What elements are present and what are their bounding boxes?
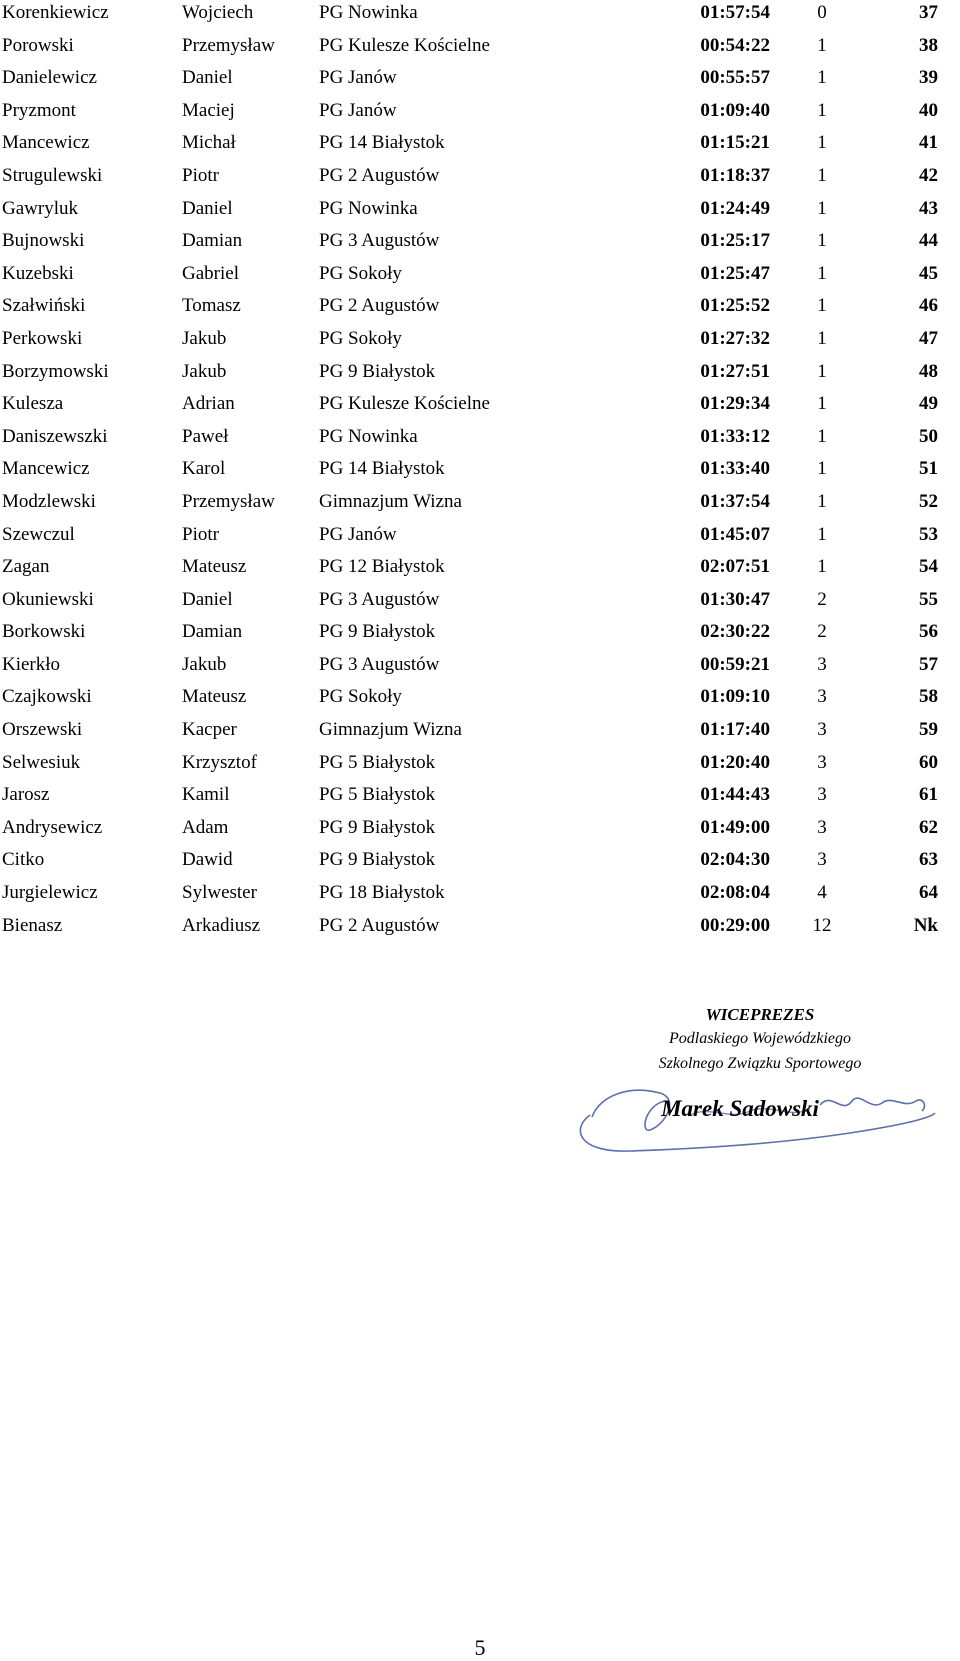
table-row: [2, 33, 942, 66]
cell-school: PG 9 Białystok: [319, 621, 436, 643]
cell-surname: Szałwiński: [2, 295, 86, 317]
cell-penalty: 3: [817, 653, 827, 675]
cell-penalty: 1: [817, 360, 827, 382]
cell-penalty: 3: [817, 686, 827, 708]
cell-school: PG 14 Białystok: [319, 132, 445, 154]
cell-first-name: Arkadiusz: [182, 914, 261, 936]
cell-time: 01:17:40: [700, 719, 770, 741]
table-row: [2, 163, 942, 196]
table-row: [2, 130, 942, 163]
cell-first-name: Krzysztof: [182, 751, 257, 773]
cell-penalty: 2: [817, 621, 827, 643]
cell-time: 01:24:49: [700, 197, 770, 219]
table-row: [2, 98, 942, 131]
cell-first-name: Przemysław: [182, 34, 275, 56]
cell-penalty: 1: [817, 34, 827, 56]
cell-penalty: 3: [817, 719, 827, 741]
table-row: [2, 619, 942, 652]
table-row: [2, 228, 942, 261]
cell-place: 45: [919, 262, 938, 284]
cell-time: 01:15:21: [700, 132, 770, 154]
signature-title: WICEPREZES: [705, 1005, 815, 1024]
cell-time: 01:27:51: [700, 360, 770, 382]
cell-school: PG Janów: [319, 67, 397, 89]
cell-time: 01:49:00: [700, 816, 770, 838]
cell-place: 52: [919, 490, 938, 512]
cell-first-name: Jakub: [182, 360, 227, 382]
cell-school: PG Sokoły: [319, 262, 402, 284]
cell-place: 38: [919, 34, 938, 56]
cell-place: 64: [919, 882, 938, 904]
table-row: [2, 913, 942, 946]
cell-surname: Jarosz: [2, 784, 50, 806]
cell-penalty: 1: [817, 67, 827, 89]
cell-place: 43: [919, 197, 938, 219]
table-row: [2, 196, 942, 229]
cell-first-name: Daniel: [182, 588, 233, 610]
cell-surname: Selwesiuk: [2, 751, 81, 773]
cell-penalty: 1: [817, 99, 827, 121]
cell-penalty: 12: [812, 914, 832, 936]
cell-school: PG 14 Białystok: [319, 458, 445, 480]
cell-time: 00:54:22: [700, 34, 770, 56]
cell-penalty: 1: [817, 132, 827, 154]
cell-school: PG 2 Augustów: [319, 295, 440, 317]
table-row: [2, 684, 942, 717]
cell-first-name: Damian: [182, 621, 243, 643]
cell-penalty: 1: [817, 425, 827, 447]
cell-time: 01:33:12: [700, 425, 770, 447]
cell-penalty: 1: [817, 393, 827, 415]
cell-first-name: Jakub: [182, 327, 227, 349]
cell-surname: Pryzmont: [2, 99, 76, 121]
table-row: [2, 65, 942, 98]
cell-surname: Kierkło: [2, 653, 61, 675]
cell-time: 01:18:37: [700, 164, 770, 186]
cell-school: PG 3 Augustów: [319, 653, 440, 675]
cell-penalty: 3: [817, 849, 827, 871]
cell-surname: Mancewicz: [2, 458, 90, 480]
signature-organization-line-2: Szkolnego Związku Sportowego: [658, 1055, 862, 1072]
cell-penalty: 3: [817, 751, 827, 773]
table-row: [2, 261, 942, 294]
cell-time: 01:57:54: [700, 2, 770, 23]
cell-school: PG Nowinka: [319, 425, 418, 447]
cell-place: 63: [919, 849, 938, 871]
cell-penalty: 1: [817, 262, 827, 284]
cell-place: 58: [919, 686, 938, 708]
cell-surname: Strugulewski: [2, 164, 103, 186]
cell-surname: Kulesza: [2, 393, 64, 415]
table-row: [2, 489, 942, 522]
cell-time: 02:08:04: [700, 882, 770, 904]
cell-first-name: Kacper: [182, 719, 237, 741]
cell-surname: Czajkowski: [2, 686, 92, 708]
page-number: 5: [474, 1635, 486, 1660]
cell-first-name: Gabriel: [182, 262, 239, 284]
cell-school: PG 9 Białystok: [319, 849, 436, 871]
cell-place: 61: [919, 784, 938, 806]
cell-surname: Citko: [2, 849, 45, 871]
cell-place: 56: [919, 621, 938, 643]
cell-first-name: Piotr: [182, 523, 219, 545]
cell-first-name: Mateusz: [182, 686, 247, 708]
cell-penalty: 3: [817, 784, 827, 806]
cell-penalty: 2: [817, 588, 827, 610]
cell-time: 00:55:57: [700, 67, 770, 89]
cell-place: 46: [919, 295, 938, 317]
cell-first-name: Damian: [182, 230, 243, 252]
cell-penalty: 1: [817, 295, 827, 317]
cell-place: 54: [919, 556, 938, 578]
table-row: [2, 815, 942, 848]
cell-school: PG 2 Augustów: [319, 914, 440, 936]
cell-time: 01:33:40: [700, 458, 770, 480]
cell-penalty: 4: [817, 882, 827, 904]
cell-first-name: Karol: [182, 458, 226, 480]
cell-first-name: Wojciech: [182, 2, 254, 23]
cell-time: 01:25:47: [700, 262, 770, 284]
cell-time: 02:04:30: [700, 849, 770, 871]
cell-time: 01:30:47: [700, 588, 770, 610]
cell-school: Gimnazjum Wizna: [319, 719, 462, 741]
cell-surname: Danielewicz: [2, 67, 97, 89]
table-row: [2, 750, 942, 783]
cell-penalty: 1: [817, 523, 827, 545]
table-row: [2, 717, 942, 750]
cell-penalty: 1: [817, 230, 827, 252]
cell-surname: Korenkiewicz: [2, 2, 109, 23]
cell-first-name: Adam: [182, 816, 229, 838]
cell-time: 02:07:51: [700, 556, 770, 578]
cell-place: 40: [919, 99, 938, 121]
cell-time: 01:27:32: [700, 327, 770, 349]
table-row: [2, 880, 942, 913]
table-row: [2, 652, 942, 685]
cell-surname: Andrysewicz: [2, 816, 103, 838]
cell-first-name: Tomasz: [182, 295, 241, 317]
cell-surname: Jurgielewicz: [2, 882, 98, 904]
table-row: [2, 522, 942, 555]
cell-school: PG Nowinka: [319, 197, 418, 219]
cell-place: 57: [919, 653, 938, 675]
signature-organization-line-1: Podlaskiego Wojewódzkiego: [668, 1030, 852, 1047]
table-row: [2, 847, 942, 880]
cell-surname: Porowski: [2, 34, 74, 56]
cell-place: 55: [919, 588, 938, 610]
cell-penalty: 1: [817, 327, 827, 349]
cell-place: 47: [919, 327, 938, 349]
signature-block: [590, 1005, 960, 1175]
cell-penalty: 1: [817, 164, 827, 186]
cell-school: PG Sokoły: [319, 686, 402, 708]
cell-time: 02:30:22: [700, 621, 770, 643]
table-row: [2, 359, 942, 392]
cell-time: 01:37:54: [700, 490, 770, 512]
cell-school: PG Kulesze Kościelne: [319, 393, 490, 415]
cell-place: Nk: [913, 914, 938, 936]
cell-school: PG Nowinka: [319, 2, 418, 23]
cell-school: PG Janów: [319, 99, 397, 121]
cell-first-name: Adrian: [182, 393, 235, 415]
cell-place: 50: [919, 425, 938, 447]
cell-first-name: Kamil: [182, 784, 230, 806]
cell-school: PG 9 Białystok: [319, 360, 436, 382]
cell-surname: Mancewicz: [2, 132, 90, 154]
cell-first-name: Daniel: [182, 197, 233, 219]
cell-school: Gimnazjum Wizna: [319, 490, 462, 512]
cell-surname: Bujnowski: [2, 230, 85, 252]
cell-first-name: Dawid: [182, 849, 233, 871]
cell-surname: Szewczul: [2, 523, 75, 545]
cell-place: 59: [919, 719, 938, 741]
table-row: [2, 293, 942, 326]
table-row: [2, 782, 942, 815]
cell-time: 00:29:00: [700, 914, 770, 936]
cell-school: PG 18 Białystok: [319, 882, 445, 904]
cell-school: PG 5 Białystok: [319, 784, 436, 806]
cell-time: 01:20:40: [700, 751, 770, 773]
cell-school: PG 3 Augustów: [319, 588, 440, 610]
cell-surname: Perkowski: [2, 327, 83, 349]
cell-place: 62: [919, 816, 938, 838]
cell-place: 49: [919, 393, 938, 415]
cell-place: 60: [919, 751, 938, 773]
cell-surname: Bienasz: [2, 914, 63, 936]
cell-surname: Orszewski: [2, 719, 83, 741]
table-row: [2, 554, 942, 587]
table-row: [2, 391, 942, 424]
cell-place: 44: [919, 230, 938, 252]
cell-penalty: 1: [817, 556, 827, 578]
cell-time: 01:45:07: [700, 523, 770, 545]
signature-name: Marek Sadowski: [661, 1096, 819, 1121]
cell-first-name: Maciej: [182, 99, 235, 121]
cell-surname: Daniszewszki: [2, 425, 108, 447]
cell-surname: Gawryluk: [2, 197, 78, 219]
cell-time: 00:59:21: [700, 653, 770, 675]
cell-penalty: 1: [817, 197, 827, 219]
table-row: [2, 326, 942, 359]
table-row: [2, 0, 942, 33]
cell-school: PG Kulesze Kościelne: [319, 34, 490, 56]
cell-time: 01:09:40: [700, 99, 770, 121]
cell-place: 39: [919, 67, 938, 89]
cell-place: 53: [919, 523, 938, 545]
cell-time: 01:25:52: [700, 295, 770, 317]
cell-school: PG Sokoły: [319, 327, 402, 349]
cell-penalty: 1: [817, 490, 827, 512]
cell-place: 42: [919, 164, 938, 186]
results-table: [2, 0, 942, 945]
cell-surname: Borzymowski: [2, 360, 109, 382]
cell-school: PG 3 Augustów: [319, 230, 440, 252]
table-row: [2, 587, 942, 620]
cell-school: PG 12 Białystok: [319, 556, 445, 578]
cell-surname: Okuniewski: [2, 588, 94, 610]
cell-surname: Borkowski: [2, 621, 86, 643]
cell-first-name: Przemysław: [182, 490, 275, 512]
cell-time: 01:44:43: [700, 784, 770, 806]
table-row: [2, 424, 942, 457]
cell-place: 41: [919, 132, 938, 154]
cell-first-name: Daniel: [182, 67, 233, 89]
cell-time: 01:29:34: [700, 393, 770, 415]
cell-first-name: Paweł: [182, 425, 229, 447]
cell-penalty: 0: [817, 2, 827, 23]
cell-place: 37: [919, 2, 938, 23]
cell-first-name: Piotr: [182, 164, 219, 186]
cell-surname: Modzlewski: [2, 490, 96, 512]
cell-surname: Zagan: [2, 556, 50, 578]
cell-place: 51: [919, 458, 938, 480]
cell-first-name: Jakub: [182, 653, 227, 675]
cell-penalty: 1: [817, 458, 827, 480]
cell-first-name: Sylwester: [182, 882, 257, 904]
cell-school: PG Janów: [319, 523, 397, 545]
cell-place: 48: [919, 360, 938, 382]
cell-school: PG 9 Białystok: [319, 816, 436, 838]
cell-penalty: 3: [817, 816, 827, 838]
cell-school: PG 2 Augustów: [319, 164, 440, 186]
cell-first-name: Mateusz: [182, 556, 247, 578]
cell-surname: Kuzebski: [2, 262, 74, 284]
cell-school: PG 5 Białystok: [319, 751, 436, 773]
cell-first-name: Michał: [182, 132, 236, 154]
cell-time: 01:25:17: [700, 230, 770, 252]
cell-time: 01:09:10: [700, 686, 770, 708]
table-row: [2, 456, 942, 489]
